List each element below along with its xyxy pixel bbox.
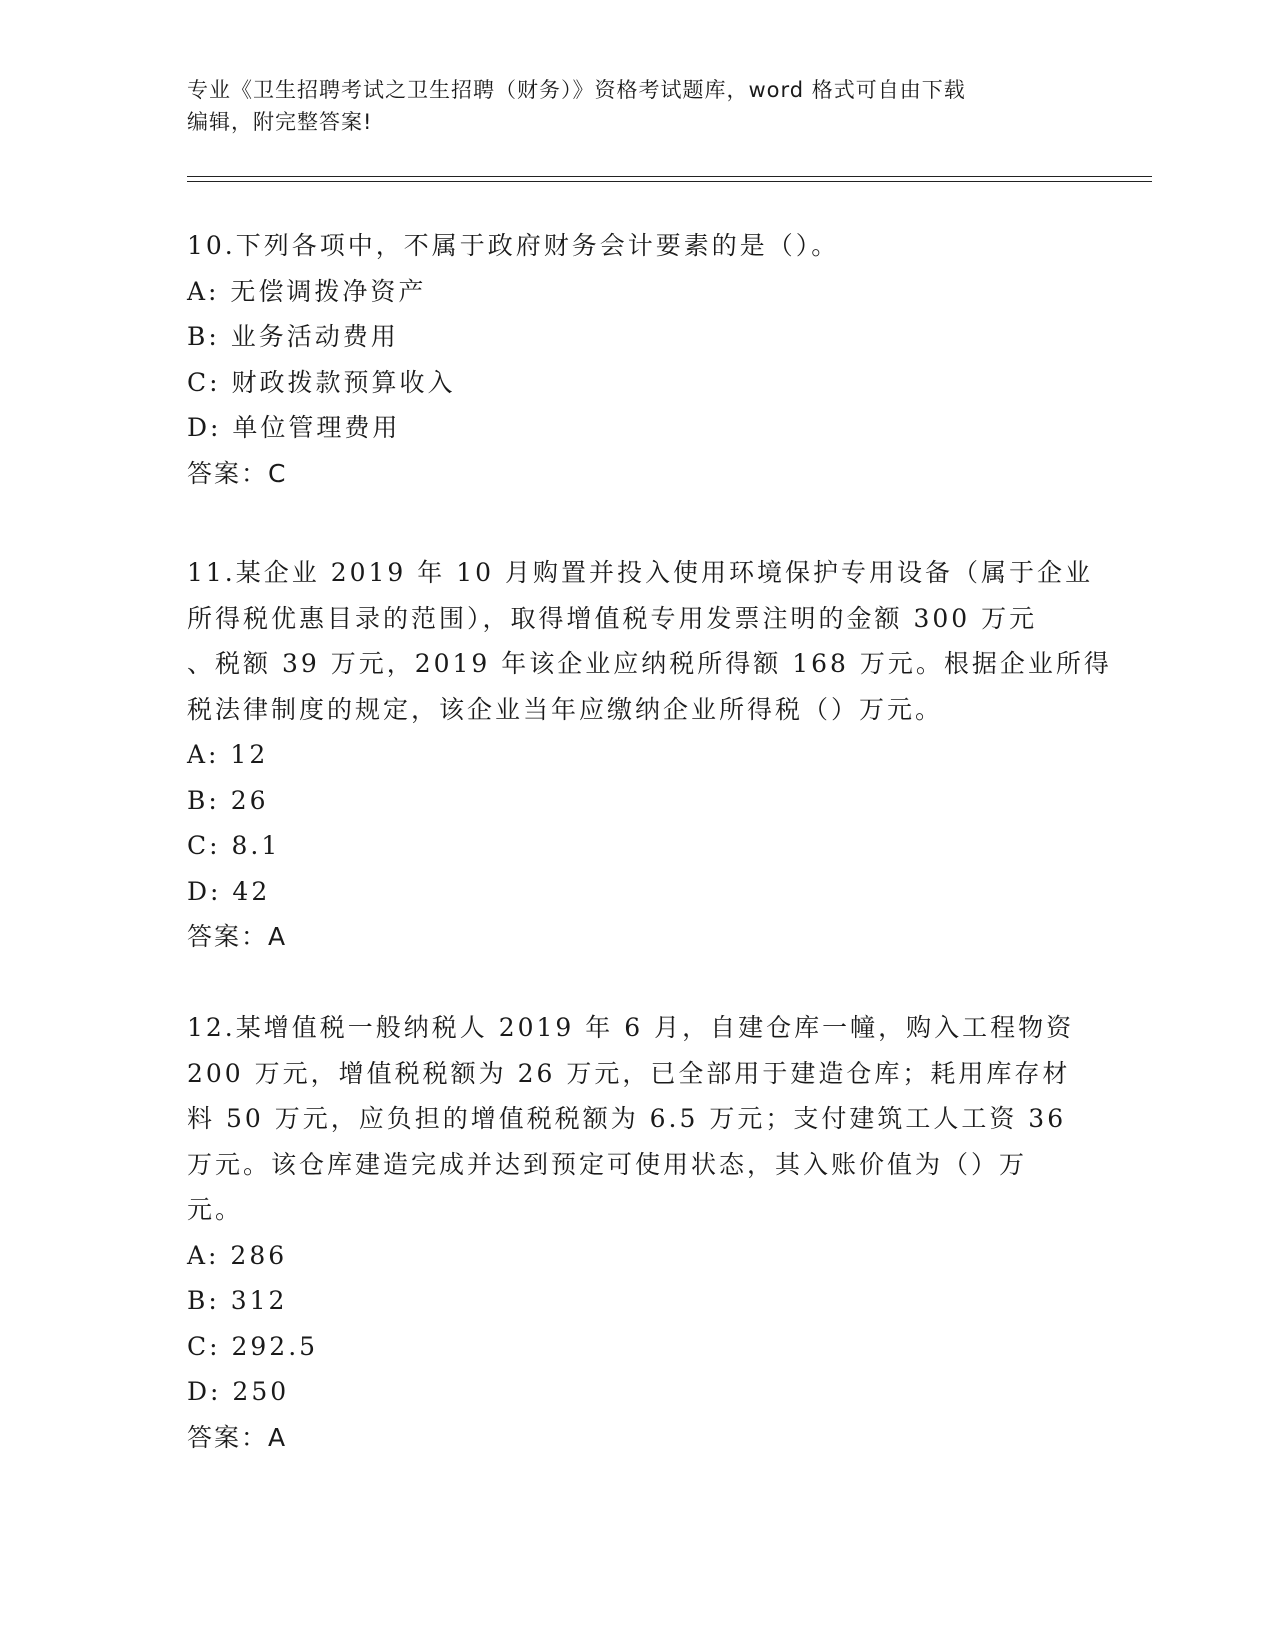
header-divider-top bbox=[187, 176, 1152, 177]
option-a: A: 286 bbox=[187, 1240, 288, 1270]
question-10 bbox=[187, 223, 1087, 496]
question-text: 200 万元，增值税税额为 26 万元，已全部用于建造仓库；耗用库存材 bbox=[187, 1058, 1071, 1088]
answer: 答案：A bbox=[187, 922, 288, 951]
option-d: D: 42 bbox=[187, 876, 271, 906]
question-text: 料 50 万元，应负担的增值税税额为 6.5 万元；支付建筑工人工资 36 bbox=[187, 1104, 1067, 1133]
question-text: 12.某增值税一般纳税人 2019 年 6 月，自建仓库一幢，购入工程物资 bbox=[187, 1013, 1075, 1042]
question-text: 税法律制度的规定，该企业当年应缴纳企业所得税（）万元。 bbox=[187, 694, 944, 724]
answer: 答案：A bbox=[187, 1422, 288, 1452]
question-text: 所得税优惠目录的范围），取得增值税专用发票注明的金额 300 万元 bbox=[187, 603, 1038, 633]
option-c: C: 292.5 bbox=[187, 1331, 319, 1361]
question-text: 万元。该仓库建造完成并达到预定可使用状态，其入账价值为（）万 bbox=[187, 1149, 1028, 1179]
option-c: C: 8.1 bbox=[187, 831, 281, 860]
option-b: B: 26 bbox=[187, 785, 269, 815]
option-a: A: 12 bbox=[187, 740, 269, 769]
question-11 bbox=[187, 550, 1112, 960]
answer: 答案：C bbox=[187, 458, 288, 488]
question-text: 11.某企业 2019 年 10 月购置并投入使用环境保护专用设备（属于企业 bbox=[187, 558, 1093, 587]
question-text: 10.下列各项中，不属于政府财务会计要素的是（）。 bbox=[187, 231, 840, 260]
option-b: B: 业务活动费用 bbox=[187, 322, 399, 351]
option-b: B: 312 bbox=[187, 1286, 288, 1315]
option-a: A: 无偿调拨净资产 bbox=[187, 276, 427, 306]
option-d: D: 250 bbox=[187, 1377, 290, 1406]
header-line-1: 专业《卫生招聘考试之卫生招聘（财务）》资格考试题库，word 格式可自由下载 bbox=[187, 78, 966, 102]
option-c: C: 财政拨款预算收入 bbox=[187, 367, 456, 397]
question-text: 、税额 39 万元，2019 年该企业应纳税所得额 168 万元。根据企业所得 bbox=[187, 649, 1112, 678]
document-header bbox=[187, 74, 1087, 138]
option-d: D: 单位管理费用 bbox=[187, 413, 401, 442]
question-text: 元。 bbox=[187, 1195, 244, 1224]
header-line-2: 编辑，附完整答案! bbox=[187, 110, 373, 134]
question-12 bbox=[187, 1005, 1087, 1460]
header-divider-bottom bbox=[187, 181, 1152, 182]
